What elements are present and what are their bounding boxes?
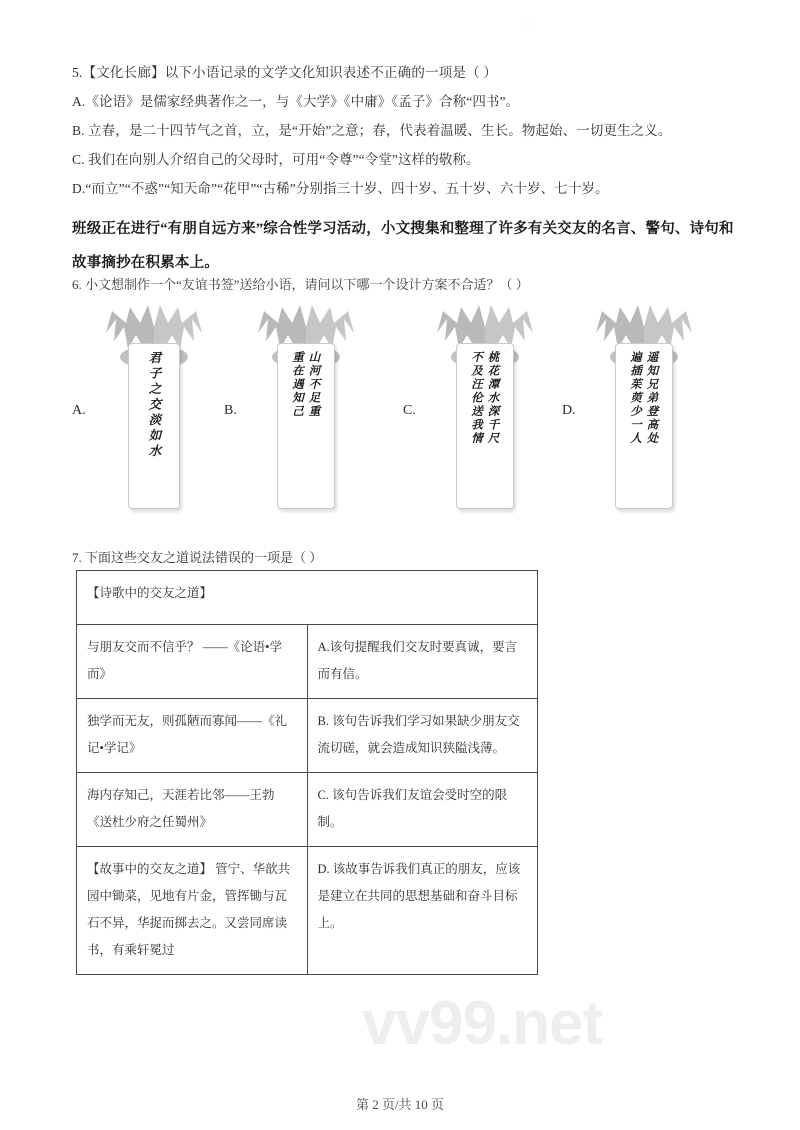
question-6-options	[72, 305, 748, 525]
bookmark-figure-d	[592, 305, 696, 515]
watermark-vv99: vv99.net	[362, 989, 603, 1058]
table-cell-story: 【故事中的交友之道】 管宁、华歆共园中锄菜，见地有片金，管挥锄与瓦石不异，华捉而掷去之。又尝同席读书，有乘轩冕过	[77, 847, 308, 975]
table-header-poetry: 【诗歌中的交友之道】	[77, 571, 538, 625]
bookmark-card-d	[615, 343, 673, 509]
bookmark-figure-a	[102, 305, 206, 515]
activity-intro-paragraph: 班级正在进行“有朋自远方来”综合性学习活动，小文搜集和整理了许多有关交友的名言、警句、诗句和故事摘抄在积累本上。	[72, 221, 734, 271]
question-5-stem: 5.【文化长廊】以下小语记录的文学文化知识表述不正确的一项是（ ）	[72, 65, 498, 80]
question-5-option-c: C. 我们在向别人介绍自己的父母时，可用“令尊”“令堂”这样的敬称。	[72, 152, 480, 167]
bookmark-card-c	[456, 343, 514, 509]
table-cell-answer-d[interactable]: D. 该故事告诉我们真正的朋友，应该是建立在共同的思想基础和奋斗目标上。	[307, 847, 538, 975]
table-row	[77, 625, 538, 699]
bookmark-c-col-2: 不及汪伦送我情	[470, 351, 484, 446]
option-b-letter: B.	[224, 403, 237, 418]
table-cell-quote-1: 与朋友交而不信乎？ ——《论语•学而》	[77, 625, 308, 699]
bookmark-card-a	[128, 343, 180, 509]
table-cell-answer-c[interactable]: C. 该句告诉我们友谊会受时空的限制。	[307, 773, 538, 847]
page-footer: 第 2 页/共 10 页	[355, 1097, 445, 1112]
bookmark-d-col-2: 遍插茱萸少一人	[629, 351, 643, 446]
table-cell-quote-2: 独学而无友，则孤陋而寡闻——《礼记•学记》	[77, 699, 308, 773]
table-row	[77, 773, 538, 847]
table-cell-quote-3: 海内存知己，天涯若比邻——王勃《送杜少府之任蜀州》	[77, 773, 308, 847]
bookmark-d-col-1: 遥知兄弟登高处	[645, 351, 660, 446]
option-c-letter: C.	[403, 403, 416, 418]
question-6-option-a[interactable]	[72, 305, 241, 525]
bookmark-a-col-1: 君子之交淡如水	[147, 351, 162, 460]
option-a-letter: A.	[72, 403, 86, 418]
bookmark-figure-c	[433, 305, 537, 515]
table-cell-answer-b[interactable]: B. 该句告诉我们学习如果缺少朋友交流切磋，就会造成知识狭隘浅薄。	[307, 699, 538, 773]
bookmark-card-b	[277, 343, 335, 509]
bookmark-figure-b	[254, 305, 358, 515]
table-cell-answer-a[interactable]: A.该句提醒我们交友时要真诚，要言而有信。	[307, 625, 538, 699]
question-6-option-c[interactable]	[403, 305, 572, 525]
question-5-option-a: A.《论语》是儒家经典著作之一，与《大学》《中庸》《孟子》合称“四书”。	[72, 94, 520, 109]
table-row	[77, 847, 538, 975]
table-row-header	[77, 571, 538, 625]
question-5	[72, 58, 742, 203]
bookmark-c-col-1: 桃花潭水深千尺	[486, 351, 501, 446]
bookmark-b-col-1: 山河不足重	[307, 351, 322, 419]
question-7-stem: 7. 下面这些交友之道说法错误的一项是（ ）	[72, 550, 323, 565]
bookmark-b-col-2: 重在遇知己	[291, 351, 305, 419]
watermark-top: vv	[520, 18, 538, 35]
friendship-table	[76, 570, 538, 975]
question-5-option-b: B. 立春，是二十四节气之首，立，是“开始”之意；春，代表着温暖、生长。物起始、一切更生之义。	[72, 123, 672, 138]
question-5-option-d: D.“而立”“不惑”“知天命”“花甲”“古稀”分别指三十岁、四十岁、五十岁、六十岁、七十岁。	[72, 181, 609, 196]
question-6-option-d[interactable]	[562, 305, 731, 525]
question-6-option-b[interactable]	[224, 305, 393, 525]
table-row	[77, 699, 538, 773]
option-d-letter: D.	[562, 403, 576, 418]
question-6-stem: 6. 小文想制作一个“友谊书签”送给小语，请问以下哪一个设计方案不合适？（ ）	[72, 277, 529, 292]
